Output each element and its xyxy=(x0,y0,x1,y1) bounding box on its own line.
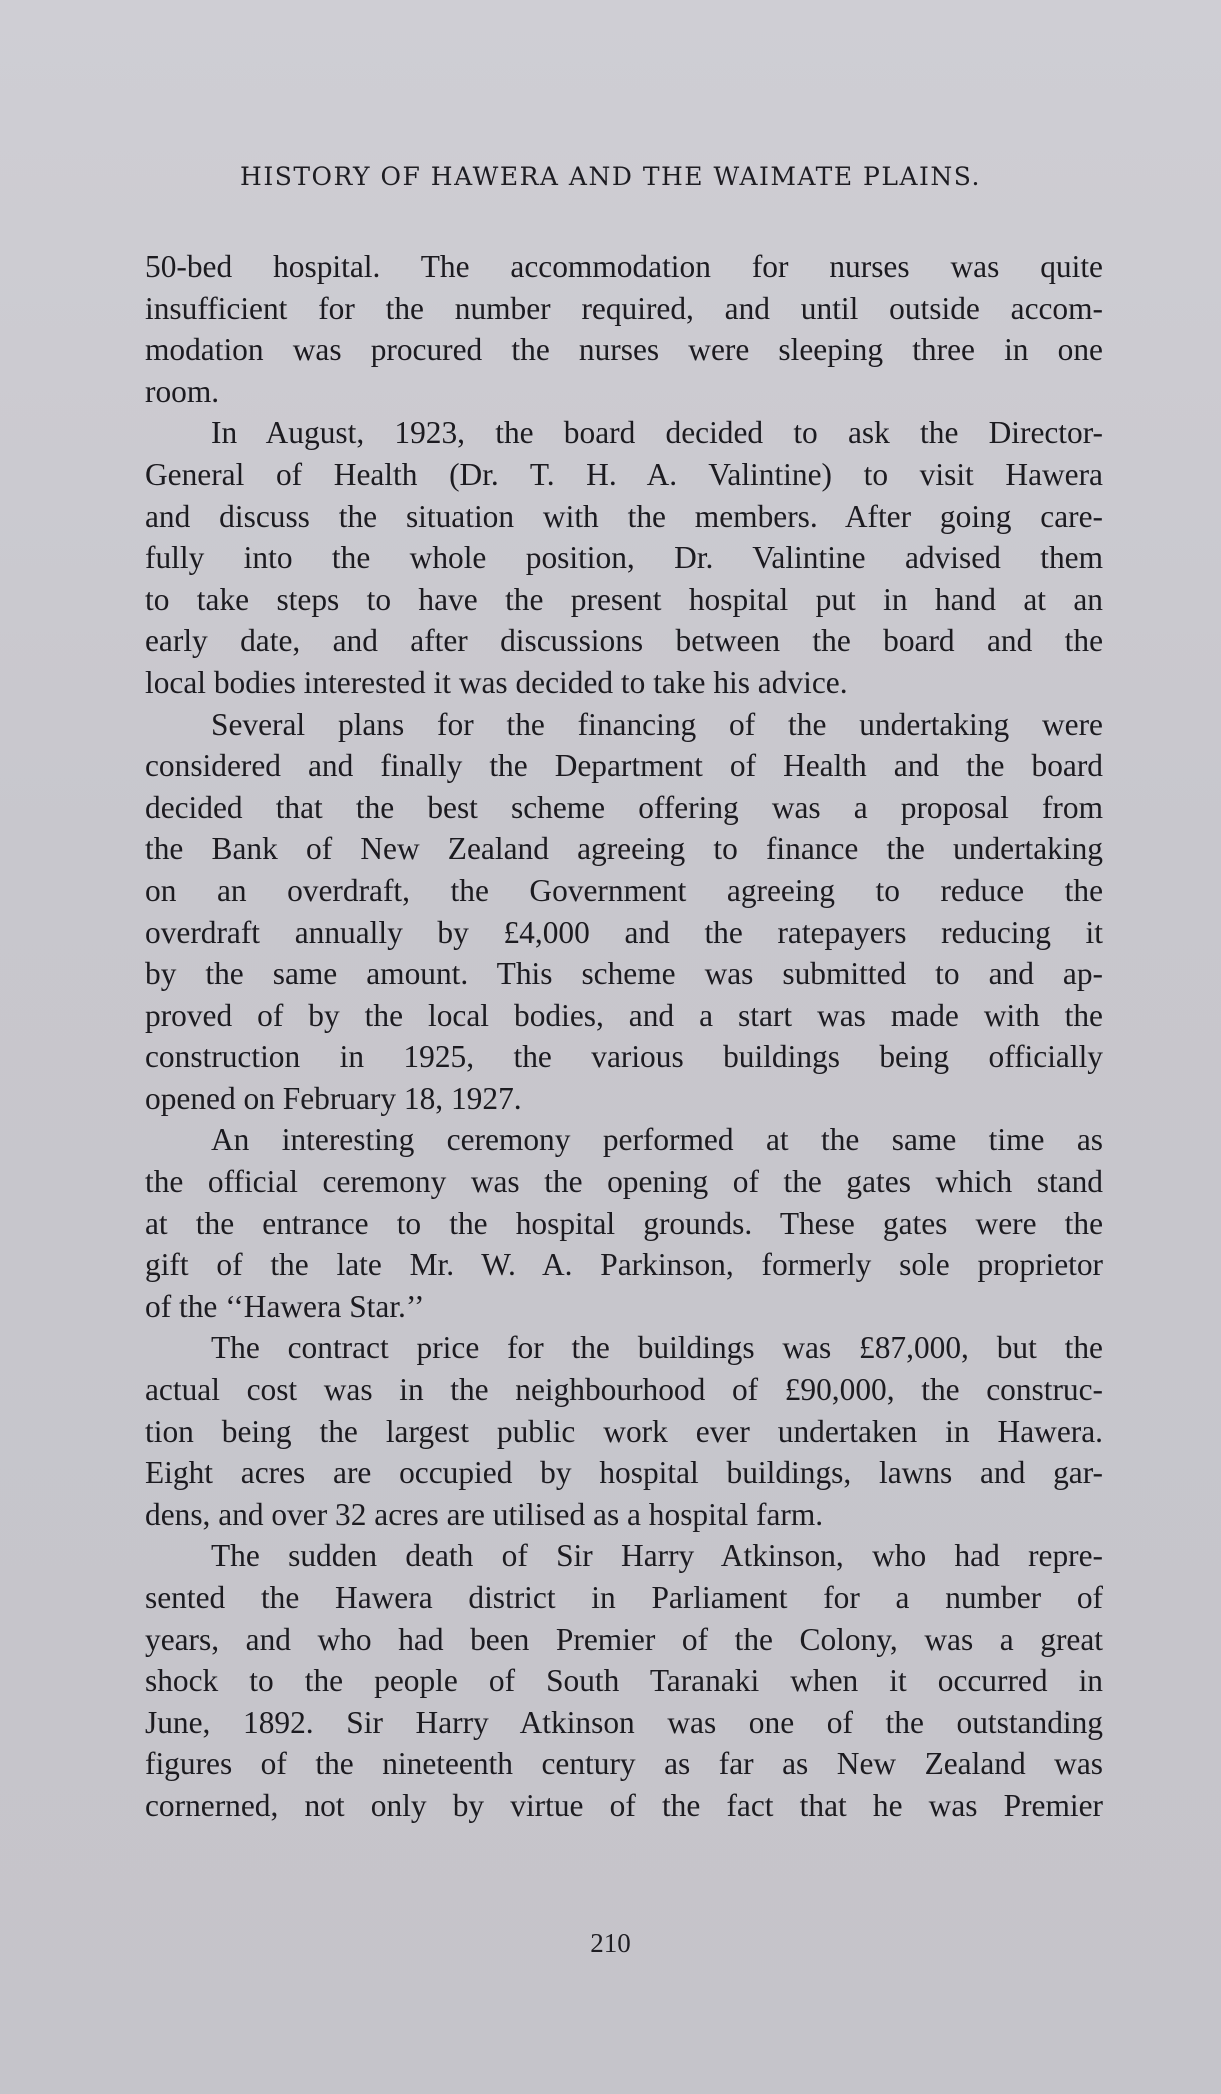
text-line: modation was procured the nurses were sleeping three in one xyxy=(145,332,1103,368)
text-line: of the ‘‘Hawera Star.’’ xyxy=(145,1288,425,1324)
text-line: cornerned, not only by virtue of the fact that he was Premier xyxy=(145,1787,1103,1823)
text-line: the official ceremony was the opening of the gates which stand xyxy=(145,1164,1103,1200)
body-text xyxy=(145,246,1103,1827)
text-line: An interesting ceremony performed at the same time as xyxy=(211,1122,1103,1158)
text-line: insufficient for the number required, and until outside accom- xyxy=(145,290,1103,326)
text-line: decided that the best scheme offering was a proposal from xyxy=(145,789,1103,825)
text-line: dens, and over 32 acres are utilised as a hospital farm. xyxy=(145,1496,824,1532)
text-line: gift of the late Mr. W. A. Parkinson, formerly sole proprietor xyxy=(145,1247,1103,1283)
paragraph xyxy=(145,412,1103,703)
text-line: The contract price for the buildings was £87,000, but the xyxy=(211,1330,1103,1366)
text-line: 50-bed hospital. The accommodation for nurses was quite xyxy=(145,249,1103,284)
text-line: construction in 1925, the various buildings being officially xyxy=(145,1039,1103,1075)
text-line: by the same amount. This scheme was submitted to and ap- xyxy=(145,956,1103,992)
text-line: and discuss the situation with the members. After going care- xyxy=(145,498,1103,534)
text-line: overdraft annually by £4,000 and the ratepayers reducing it xyxy=(145,914,1103,950)
text-line: on an overdraft, the Government agreeing to reduce the xyxy=(145,872,1103,908)
text-line: the Bank of New Zealand agreeing to finance the undertaking xyxy=(145,831,1103,867)
text-line: sented the Hawera district in Parliament for a number of xyxy=(145,1580,1103,1615)
text-line: proved of by the local bodies, and a start was made with the xyxy=(145,997,1103,1033)
text-line: early date, and after discussions between the board and the xyxy=(145,623,1103,659)
text-line: tion being the largest public work ever undertaken in Hawera. xyxy=(145,1413,1103,1449)
text-line: General of Health (Dr. T. H. A. Valintine) to visit Hawera xyxy=(145,456,1103,492)
text-line: years, and who had been Premier of the Colony, was a great xyxy=(145,1621,1103,1657)
text-line: opened on February 18, 1927. xyxy=(145,1080,522,1116)
text-line: fully into the whole position, Dr. Valintine advised them xyxy=(145,540,1103,576)
paragraph xyxy=(145,704,1103,1120)
text-line: local bodies interested it was decided to take his advice. xyxy=(145,664,848,700)
text-line: Eight acres are occupied by hospital buildings, lawns and gar- xyxy=(145,1455,1103,1491)
text-line: In August, 1923, the board decided to ask the Director- xyxy=(211,415,1103,451)
text-line: shock to the people of South Taranaki when it occurred in xyxy=(145,1663,1103,1699)
text-line: figures of the nineteenth century as far as New Zealand was xyxy=(145,1746,1103,1782)
text-line: Several plans for the financing of the undertaking were xyxy=(211,706,1103,742)
text-line: June, 1892. Sir Harry Atkinson was one of the outstanding xyxy=(145,1704,1103,1740)
paragraph xyxy=(145,246,1103,412)
running-head: HISTORY OF HAWERA AND THE WAIMATE PLAINS. xyxy=(240,162,981,191)
paragraph xyxy=(145,1327,1103,1535)
text-line: to take steps to have the present hospital put in hand at an xyxy=(145,581,1103,617)
text-line: room. xyxy=(145,373,220,409)
text-line: actual cost was in the neighbourhood of £90,000, the construc- xyxy=(145,1372,1103,1408)
page-number: 210 xyxy=(590,1928,631,1958)
paragraph xyxy=(145,1119,1103,1327)
paragraph xyxy=(145,1535,1103,1826)
text-line: The sudden death of Sir Harry Atkinson, who had repre- xyxy=(211,1538,1103,1574)
text-line: at the entrance to the hospital grounds. These gates were the xyxy=(145,1205,1103,1241)
text-line: considered and finally the Department of Health and the board xyxy=(145,748,1103,784)
